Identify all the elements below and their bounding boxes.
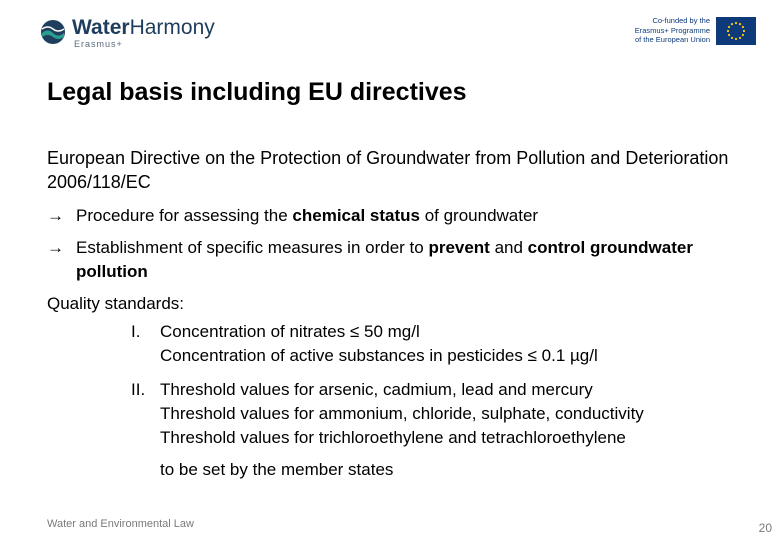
- eu-cofunded-badge: [618, 16, 758, 46]
- list-number: I.: [131, 322, 141, 341]
- eu-star-icon: [728, 26, 730, 28]
- list-line: Threshold values for trichloroethylene and tetrachloroethylene: [160, 428, 626, 447]
- eu-star-icon: [728, 34, 730, 36]
- slide-body: [47, 146, 762, 492]
- footer-text: Water and Environmental Law: [47, 518, 194, 530]
- eu-star-icon: [742, 34, 744, 36]
- eu-star-icon: [743, 30, 745, 32]
- eu-star-icon: [735, 38, 737, 40]
- eu-flag-icon: [716, 17, 756, 45]
- water-harmony-logo: [40, 15, 240, 49]
- list-line: Concentration of active substances in pesticides ≤ 0.1 µg/l: [160, 346, 598, 365]
- eu-star-icon: [727, 30, 729, 32]
- quality-item-1: [47, 320, 762, 368]
- eu-star-icon: [735, 22, 737, 24]
- list-line: Threshold values for ammonium, chloride, sulphate, conductivity: [160, 404, 644, 423]
- list-number: II.: [131, 380, 146, 399]
- logo-subtitle: Erasmus+: [74, 39, 123, 49]
- list-line: to be set by the member states: [160, 460, 394, 479]
- quality-item-2: [47, 378, 762, 482]
- page-number: 20: [758, 521, 772, 535]
- arrow-icon: →: [47, 206, 64, 225]
- water-drop-logo-icon: [40, 19, 66, 45]
- slide-title: Legal basis including EU directives: [47, 78, 467, 106]
- quality-standards-heading: Quality standards:: [47, 294, 185, 313]
- directive-name: European Directive on the Protection of Groundwater from Pollution and Deterioration 2006/118/EC: [47, 148, 729, 192]
- bullet-specific-measures: → Establishment of specific measures in order to prevent and control groundwater pollution: [47, 238, 693, 281]
- arrow-icon: →: [47, 238, 64, 257]
- eu-star-icon: [739, 23, 741, 25]
- list-line: Threshold values for arsenic, cadmium, lead and mercury: [160, 380, 593, 399]
- eu-star-icon: [731, 37, 733, 39]
- logo-wordmark: WaterHarmony: [72, 16, 215, 39]
- eu-star-icon: [742, 26, 744, 28]
- eu-star-icon: [731, 23, 733, 25]
- eu-star-icon: [739, 37, 741, 39]
- list-line: Concentration of nitrates ≤ 50 mg/l: [160, 322, 420, 341]
- eu-cofunded-text: Co-funded by the Erasmus+ Programme of the European Union: [634, 16, 710, 44]
- bullet-chemical-status: → Procedure for assessing the chemical status of groundwater: [47, 204, 762, 228]
